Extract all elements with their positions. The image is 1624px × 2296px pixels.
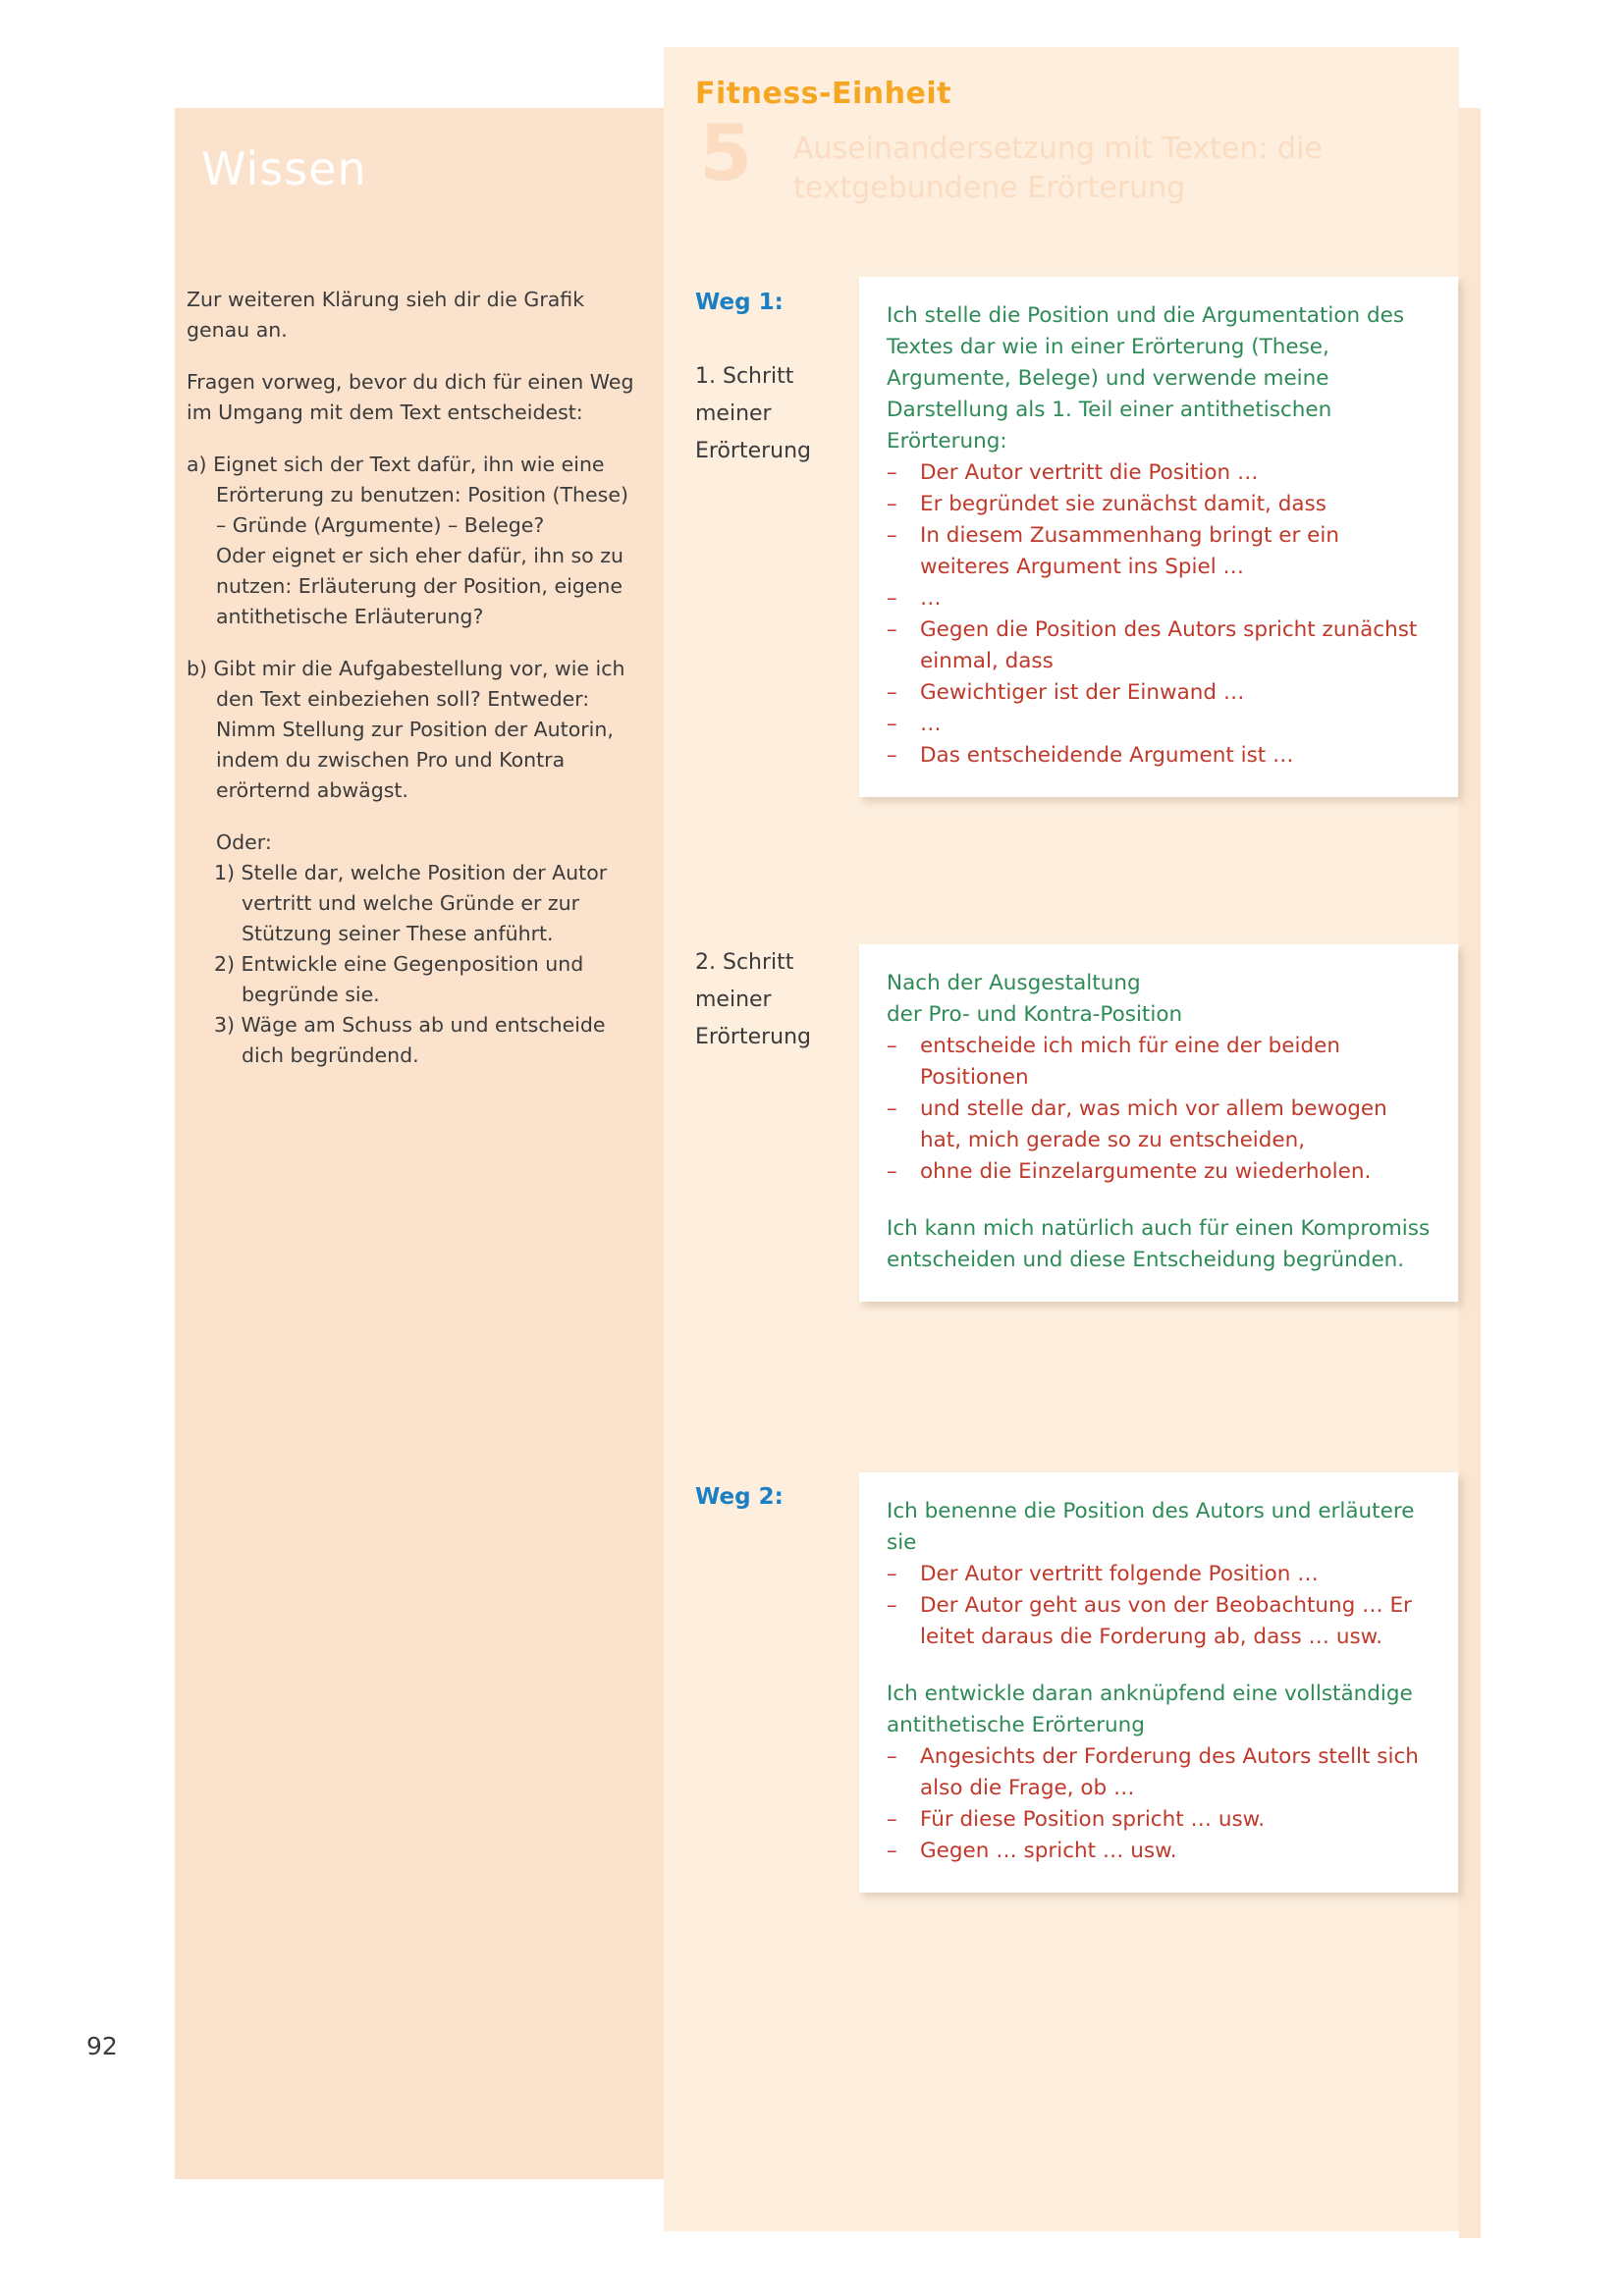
card3-list-1 <box>887 1559 1431 1653</box>
wissen-body <box>187 285 638 1093</box>
list-item-text: Der Autor geht aus von der Beobachtung … Er leitet daraus die Forderung ab, dass … usw. <box>920 1593 1412 1649</box>
dash-marker: – <box>887 1744 897 1769</box>
label-step-1-line-2: meiner <box>695 401 772 426</box>
paragraph-num-1: 1) Stelle dar, welche Position der Autor vertritt und welche Gründe er zur Stützung seiner These anführt. <box>214 861 608 945</box>
page-number: 92 <box>86 2032 118 2060</box>
dash-marker: – <box>887 680 897 705</box>
list-item <box>887 1094 1431 1156</box>
list-item <box>887 1559 1431 1590</box>
list-item <box>887 1836 1431 1867</box>
card2-intro-line-2: der Pro- und Kontra-Position <box>887 1002 1183 1027</box>
list-item-text: Gegen die Position des Autors spricht zunächst einmal, dass <box>920 617 1418 673</box>
paragraph-intro: Zur weiteren Klärung sieh dir die Grafik genau an. <box>187 288 585 342</box>
label-step-1-line-3: Erörterung <box>695 439 812 463</box>
list-item-text: Angesichts der Forderung des Autors stellt sich also die Frage, ob … <box>920 1744 1419 1800</box>
paragraph-oder: Oder: <box>216 830 272 854</box>
dash-marker: – <box>887 523 897 548</box>
list-item <box>887 740 1431 772</box>
dash-marker: – <box>887 1807 897 1832</box>
card2-outro: Ich kann mich natürlich auch für einen Kompromiss entscheiden und diese Entscheidung begründen. <box>887 1216 1431 1272</box>
list-item <box>887 1031 1431 1094</box>
list-item <box>887 583 1431 614</box>
label-step-1 <box>695 358 811 470</box>
paragraph-item-a: a) Eignet sich der Text dafür, ihn wie eine Erörterung zu benutzen: Position (These) – Gründe (Argumente) – Belege? <box>187 453 628 537</box>
card3-list-2 <box>887 1741 1431 1867</box>
card3-intro: Ich benenne die Position des Autors und erläutere sie <box>887 1499 1415 1555</box>
paragraph-num-3: 3) Wäge am Schuss ab und entscheide dich begründend. <box>214 1013 606 1067</box>
label-step-2-line-3: Erörterung <box>695 1025 812 1049</box>
spacer <box>887 1188 1431 1213</box>
spacer <box>887 1653 1431 1679</box>
list-item-text: … <box>920 712 942 736</box>
dash-marker: – <box>887 1096 897 1121</box>
list-item <box>887 1156 1431 1188</box>
panel-shadow <box>1459 108 1481 2238</box>
list-item-text: Der Autor vertritt folgende Position … <box>920 1562 1319 1586</box>
list-item-text: Für diese Position spricht … usw. <box>920 1807 1266 1832</box>
paragraph-num-2: 2) Entwickle eine Gegenposition und begründe sie. <box>214 952 584 1006</box>
card-weg-1-step-2 <box>859 944 1458 1302</box>
card-weg-1-step-1 <box>859 277 1458 797</box>
dash-marker: – <box>887 1839 897 1863</box>
label-step-2-line-1: 2. Schritt <box>695 950 794 975</box>
dash-marker: – <box>887 712 897 736</box>
list-item <box>887 1804 1431 1836</box>
list-item-text: Der Autor vertritt die Position … <box>920 460 1259 485</box>
list-item <box>887 489 1431 520</box>
dash-marker: – <box>887 586 897 611</box>
list-item <box>887 1590 1431 1653</box>
wissen-heading: Wissen <box>201 142 367 195</box>
label-step-2 <box>695 944 811 1056</box>
list-item-text: In diesem Zusammenhang bringt er ein weiteres Argument ins Spiel … <box>920 523 1339 579</box>
dash-marker: – <box>887 1034 897 1058</box>
list-item <box>887 677 1431 709</box>
list-item-text: Er begründet sie zunächst damit, dass <box>920 492 1326 516</box>
label-step-1-line-1: 1. Schritt <box>695 364 794 389</box>
paragraph-questions-intro: Fragen vorweg, bevor du dich für einen Weg im Umgang mit dem Text entscheidest: <box>187 370 634 424</box>
dash-marker: – <box>887 743 897 768</box>
dash-marker: – <box>887 1562 897 1586</box>
list-item-text: … <box>920 586 942 611</box>
label-step-2-line-2: meiner <box>695 988 772 1012</box>
dash-marker: – <box>887 617 897 642</box>
list-item <box>887 1741 1431 1804</box>
dash-marker: – <box>887 460 897 485</box>
card2-intro-line-1: Nach der Ausgestaltung <box>887 971 1141 995</box>
dash-marker: – <box>887 1593 897 1618</box>
list-item-text: Das entscheidende Argument ist … <box>920 743 1294 768</box>
dash-marker: – <box>887 1159 897 1184</box>
dash-marker: – <box>887 492 897 516</box>
list-item <box>887 709 1431 740</box>
card2-list <box>887 1031 1431 1188</box>
unit-title: Auseinandersetzung mit Texten: die textgebundene Erörterung <box>793 132 1323 205</box>
list-item <box>887 457 1431 489</box>
list-item-text: Gegen … spricht … usw. <box>920 1839 1177 1863</box>
label-weg-2: Weg 2: <box>695 1484 784 1510</box>
paragraph-item-b: b) Gibt mir die Aufgabestellung vor, wie ich den Text einbeziehen soll? Entweder: Nimm Stellung zur Position der Autorin, indem du zwischen Pro und Kontra erörternd abwägst. <box>187 657 625 802</box>
label-weg-1: Weg 1: <box>695 290 784 315</box>
list-item <box>887 614 1431 677</box>
list-item-text: und stelle dar, was mich vor allem bewogen hat, mich gerade so zu entscheiden, <box>920 1096 1387 1152</box>
card1-list <box>887 457 1431 772</box>
unit-number: 5 <box>699 110 753 198</box>
list-item-text: entscheide ich mich für eine der beiden Positionen <box>920 1034 1340 1090</box>
paragraph-item-a-alt: Oder eignet er sich eher dafür, ihn so zu nutzen: Erläuterung der Position, eigene antithetische Erläuterung? <box>216 544 623 628</box>
card1-intro: Ich stelle die Position und die Argumentation des Textes dar wie in einer Erörterung (These, Argumente, Belege) und verwende meine Darstellung als 1. Teil einer antithetischen Erörterung: <box>887 303 1405 454</box>
card3-outro: Ich entwickle daran anknüpfend eine vollständige antithetische Erörterung <box>887 1682 1413 1737</box>
list-item-text: Gewichtiger ist der Einwand … <box>920 680 1245 705</box>
card-weg-2 <box>859 1472 1458 1893</box>
list-item-text: ohne die Einzelargumente zu wiederholen. <box>920 1159 1372 1184</box>
unit-label: Fitness-Einheit <box>695 77 951 111</box>
list-item <box>887 520 1431 583</box>
